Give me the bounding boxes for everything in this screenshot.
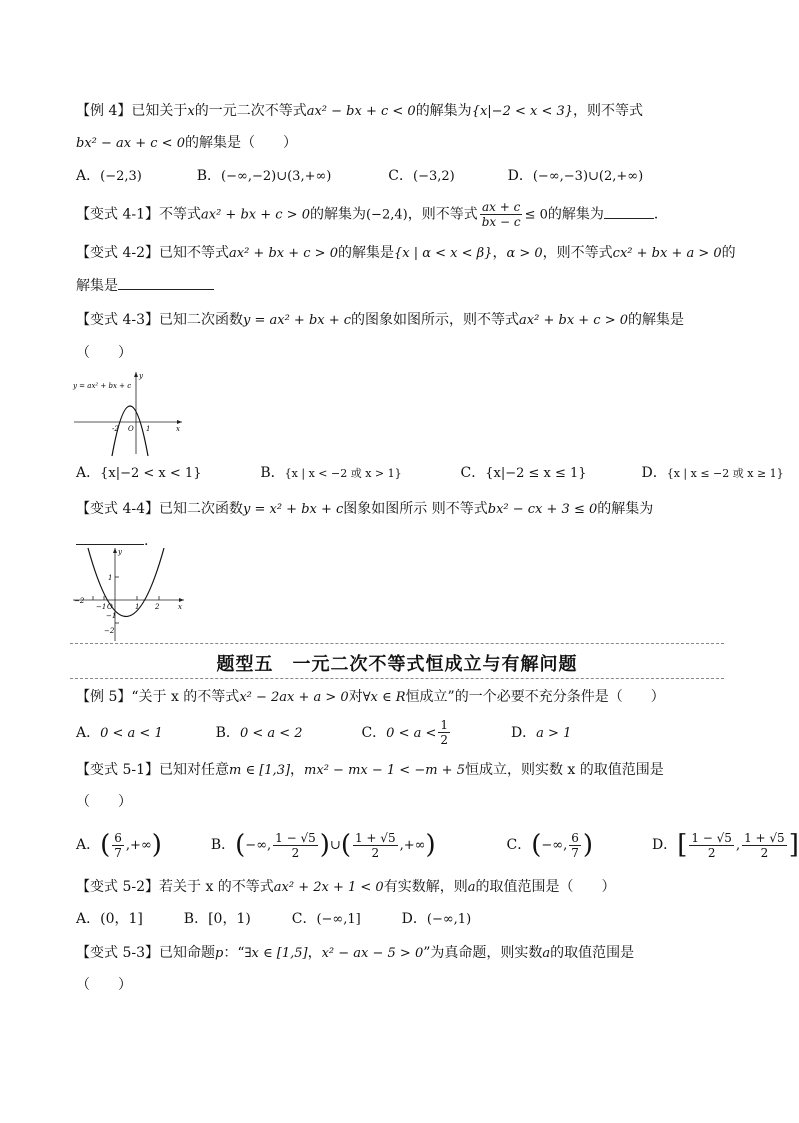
tick-1: 1 [146,425,151,433]
example-5-options [76,718,571,747]
y-arrow [113,548,117,553]
variant-5-3: 【变式 5-3】已知命题p：“∃x ∈ [1,5]，x² − ax − 5 > 0”为真命题，则实数a的取值范围是 [76,945,635,961]
example-4-options [76,166,643,187]
option-d[interactable]: D．(−∞,−3)∪(2,+∞) [507,168,644,184]
answer-blank[interactable] [118,275,214,290]
variant-4-3-options [76,463,784,484]
option-a[interactable]: A．( $\frac{6}{7}$ ,+∞) [76,830,162,860]
option-b[interactable]: B．(−∞,−2)∪(3,+∞) [196,168,332,184]
option-d[interactable]: D．a > 1 [510,724,572,741]
variant-4-3-paren: （ ） [76,345,132,361]
ytick-minus1: −1 [106,612,117,620]
variant-5-1: 【变式 5-1】已知对任意m ∈ [1,3]，mx² − mx − 1 < −m + 5恒成立，则实数 x 的取值范围是 [76,762,664,778]
parabola-graph-4-3 [70,368,190,458]
tick-1: 1 [135,603,140,611]
variant-4-4: 【变式 4-4】已知二次函数y = x² + bx + c图象如图所示 则不等式bx² − cx + 3 ≤ 0的解集为 [76,501,654,517]
option-b[interactable]: B．{x | x < −2 或 x > 1} [260,465,402,481]
x-axis-label: x [176,425,180,433]
option-a[interactable]: A．(−2,3) [76,168,142,184]
variant-4-3: 【变式 4-3】已知二次函数y = ax² + bx + c的图象如图所示，则不等式ax² + bx + c > 0的解集是 [76,312,685,328]
variant-5-1-paren: （ ） [76,794,132,810]
option-a[interactable]: A．{x|−2 < x < 1} [76,465,202,481]
tick-minus1: −1 [96,603,107,611]
curve-label: y = ax² + bx + c [73,382,132,390]
option-a[interactable]: A．0 < a < 1 [76,724,163,741]
y-axis-label: y [118,548,122,556]
example-5-stem: 【例 5】“关于 x 的不等式x² − 2ax + a > 0对∀x ∈ R恒成立”的一个必要不充分条件是（ ） [76,689,665,705]
answer-blank[interactable] [76,530,144,545]
tick-minus2: −2 [74,597,85,605]
example-4-stem-cont: bx² − ax + c < 0的解集是（ ） [76,135,297,151]
parabola-graph-4-4 [70,545,190,645]
option-a[interactable]: A．(0，1] [76,911,143,927]
variant-4-2: 【变式 4-2】已知不等式ax² + bx + c > 0的解集是{x | α < x < β}，α > 0，则不等式cx² + bx + a > 0的 [76,245,736,261]
ytick-1: 1 [108,574,113,582]
origin-label: O [128,425,134,433]
origin-label: O [107,603,113,611]
y-axis-label: y [139,372,143,380]
option-b[interactable]: B．(−∞, $\frac{1 - √5}{2}$ )∪( $\frac{1 + √5}{2}$ ,+∞) [210,830,436,860]
option-c[interactable]: C．(−∞,1] [291,911,361,927]
answer-blank[interactable] [604,204,654,219]
variant-4-4-blank: . [76,530,148,551]
variant-5-2: 【变式 5-2】若关于 x 的不等式ax² + 2x + 1 < 0有实数解，则a的取值范围是（ ） [76,879,616,895]
x-arrow [177,420,182,424]
section-title: 题型五 一元二次不等式恒成立与有解问题 [216,654,578,675]
variant-4-2-cont: 解集是 [76,275,214,296]
option-b[interactable]: B．0 < a < 2 [215,724,303,741]
option-c[interactable]: C．{x|−2 ≤ x ≤ 1} [460,465,587,481]
option-c[interactable]: C．(−3,2) [388,168,455,184]
x-axis-label: x [178,603,182,611]
example-4-stem: 【例 4】已知关于x的一元二次不等式ax² − bx + c < 0的解集为{x|−2 < x < 3}，则不等式 [76,103,644,119]
option-d[interactable]: D．{x | x ≤ −2 或 x ≥ 1} [641,465,784,481]
option-d[interactable]: D．[ $\frac{1 - √5}{2}$ , $\frac{1 + √5}{2}$ ] [651,830,799,860]
tick-2: 2 [155,603,160,611]
x-arrow [179,598,184,602]
option-b[interactable]: B．[0，1) [183,911,251,927]
section-divider-bottom [70,678,724,679]
variant-5-2-options [76,909,471,930]
variant-5-1-options [76,830,799,861]
y-arrow [134,372,138,377]
variant-4-1: 【变式 4-1】不等式ax² + bx + c > 0的解集为(−2,4)，则不等式 $\frac{ax + c}{bx - c}$ ≤ 0的解集为 ． [76,200,668,229]
ytick-minus2: −2 [104,627,115,635]
option-d[interactable]: D．(−∞,1) [401,911,472,927]
variant-5-3-paren: （ ） [76,977,132,993]
tick-minus2: -2 [112,425,119,433]
option-c[interactable]: C．0 < a < $\frac{1}{2}$ [361,718,449,747]
option-c[interactable]: C．(−∞, $\frac{6}{7}$ ) [506,830,594,860]
fraction: $\frac{ax + c}{bx - c}$ [481,200,521,229]
section-divider-top [70,643,724,644]
